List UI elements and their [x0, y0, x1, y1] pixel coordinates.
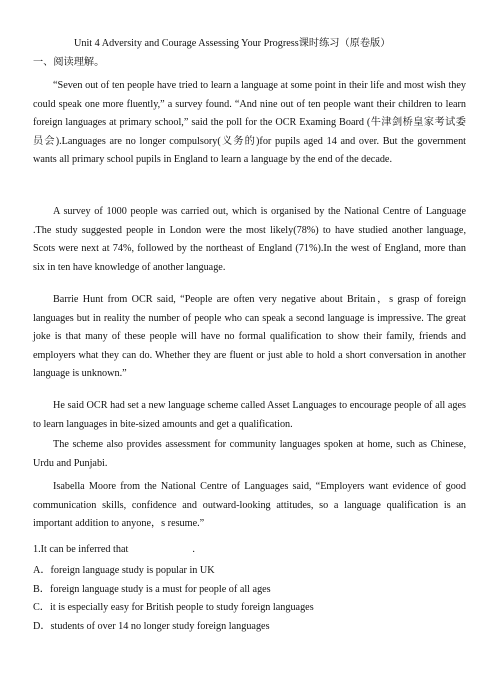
passage-paragraph: Barrie Hunt from OCR said, “People are often very negative about Britain，s grasp of foreign languages but in reality the number of people who can speak a second language is impressive. The great joke is that many of these people will have no formal qualification to show their family, friends and employers what they can do. Whether they are fluent or just able to hold a short conversation in another language is unknown.” [33, 294, 466, 380]
question-stem [33, 543, 195, 557]
question-stem-text: 1.It can be inferred that [33, 544, 129, 555]
passage-paragraph: “Seven out of ten people have tried to learn a language at some point in their life and most wish they could speak one more fluently,” a survey found. “And nine out of ten people want their children to learn foreign languages at primary school,” said the poll for the OCR Examing Board (牛津剑桥皇家考试委员会).Languages are no longer compulsory(义务的)for pupils aged 14 and over. But the government wants all primary school pupils in England to learn a language by the end of the decade. [33, 80, 466, 166]
question-stem-end: . [192, 544, 195, 555]
document-title: Unit 4 Adversity and Courage Assessing Your Progress课时练习（原卷版） [74, 38, 391, 49]
answer-options [33, 562, 473, 636]
passage-paragraph: He said OCR had set a new language scheme called Asset Languages to encourage people of all ages to learn languages in bite-sized amounts and get a qualification. [33, 400, 466, 430]
section-heading: 一、阅读理解。 [33, 57, 105, 68]
passage-paragraph: The scheme also provides assessment for community languages spoken at home, such as Chinese, Urdu and Punjabi. [33, 439, 466, 469]
option-c: C．it is especially easy for British people to study foreign languages [33, 602, 314, 614]
option-d: D．students of over 14 no longer study foreign languages [33, 620, 270, 632]
passage-paragraph: A survey of 1000 people was carried out, which is organised by the National Centre of Language .The study suggested people in London were the most likely(78%) to have studied another language, Scots were next at 74%, followed by the northeast of England (71%).In the west of England, more than six in ten have knowledge of another language. [33, 206, 466, 273]
passage-paragraph: Isabella Moore from the National Centre of Languages said, “Employers want evidence of good communication skills, confidence and outward-looking attitudes, so a language qualification is an important addition to anyone，s resume.” [33, 481, 466, 530]
option-a: A．foreign language study is popular in UK [33, 565, 215, 576]
option-b: B．foreign language study is a must for people of all ages [33, 583, 271, 595]
